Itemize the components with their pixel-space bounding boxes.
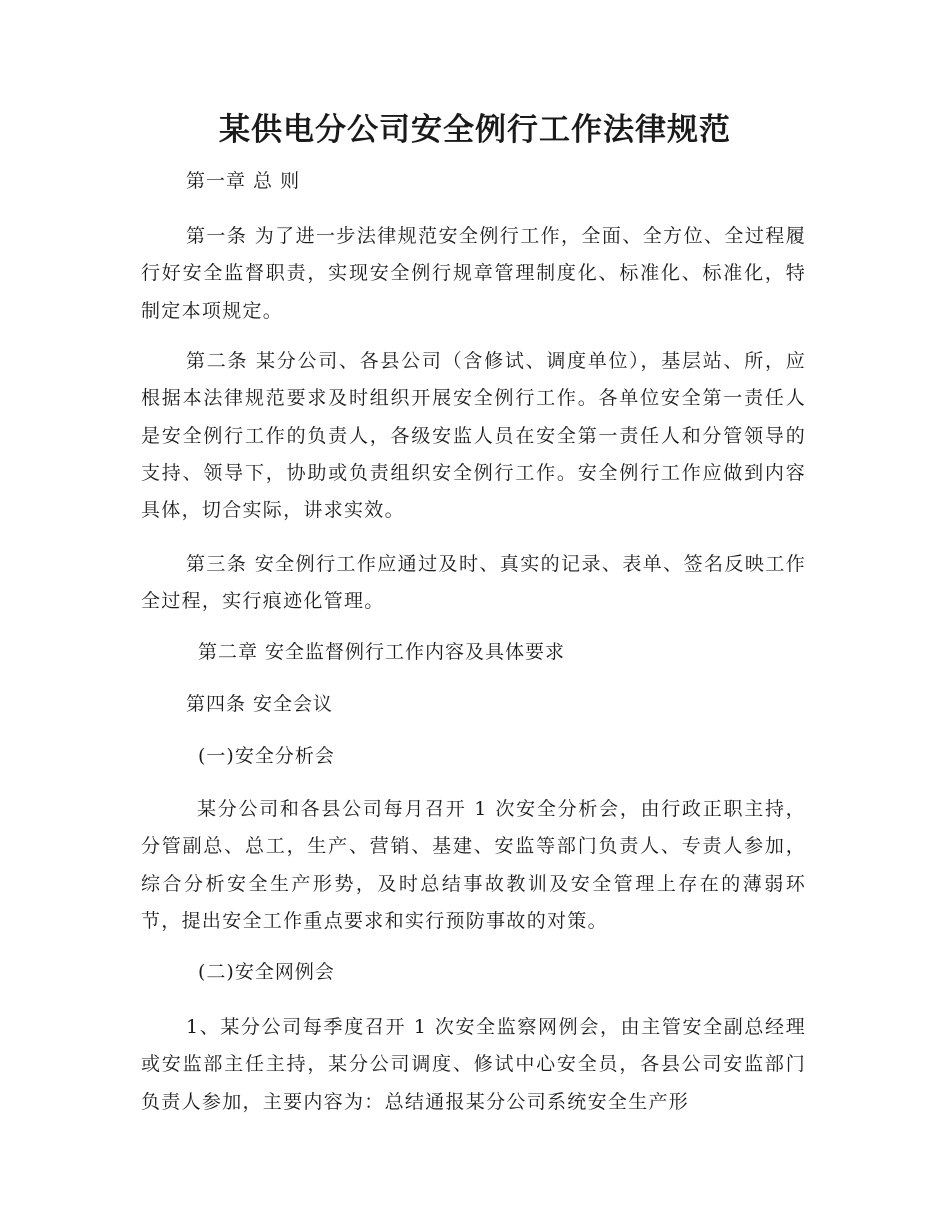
section-1-heading: (一)安全分析会 (198, 745, 335, 767)
article-2-paragraph: 第二条 某分公司、各县公司（含修试、调度单位），基层站、所，应根据本法律规范要求及时组织开展安全例行工作。各单位安全第一责任人是安全例行工作的负责人，各级安监人员在安全第一责任人和分管领导的支持、领导下，协助或负责组织安全例行工作。安全例行工作应做到内容具体，切合实际，讲求实效。 (141, 350, 806, 522)
section-1-paragraph: 某分公司和各县公司每月召开 1 次安全分析会，由行政正职主持，分管副总、总工，生产、营销、基建、安监等部门负责人、专责人参加，综合分析安全生产形势，及时总结事故教训及安全管理上存在的薄弱环节，提出安全工作重点要求和实行预防事故的对策。 (141, 798, 806, 932)
item-1-paragraph: 1、某分公司每季度召开 1 次安全监察网例会，由主管安全副总经理或安监部主任主持，某分公司调度、修试中心安全员，各县公司安监部门负责人参加，主要内容为：总结通报某分公司系统安全生产形 (141, 1016, 806, 1113)
section-2-heading: (二)安全网例会 (198, 961, 335, 983)
article-3-paragraph: 第三条 安全例行工作应通过及时、真实的记录、表单、签名反映工作全过程，实行痕迹化管理。 (141, 553, 806, 613)
article-1-paragraph: 第一条 为了进一步法律规范安全例行工作，全面、全方位、全过程履行好安全监督职责，实现安全例行规章管理制度化、标准化、标准化，特制定本项规定。 (141, 225, 806, 322)
chapter-2-heading: 第二章 安全监督例行工作内容及具体要求 (198, 641, 566, 663)
chapter-1-heading: 第一章 总 则 (186, 170, 301, 192)
document-title: 某供电分公司安全例行工作法律规范 (219, 112, 731, 148)
article-4-heading: 第四条 安全会议 (186, 693, 334, 715)
